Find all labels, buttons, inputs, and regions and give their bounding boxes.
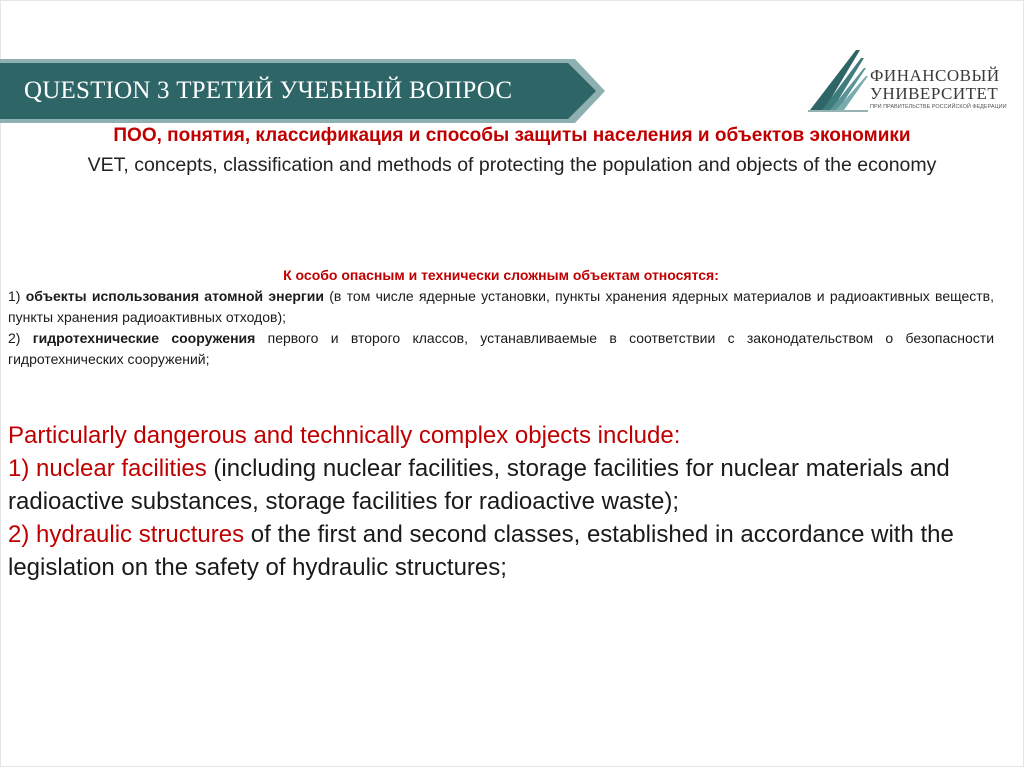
- ru-item-2-text: первого и второго классов, устанавливаемые в соответствии с законодательством о безопасности гидротехнических сооружений;: [8, 330, 995, 367]
- header-banner: [0, 49, 605, 133]
- ru-item-1-bold: объекты использования атомной энергии: [25, 288, 324, 304]
- en-heading: Particularly dangerous and technically complex objects include:: [8, 422, 681, 449]
- ru-heading: К особо опасным и технически сложным объектам относятся:: [283, 267, 719, 283]
- university-logo: [808, 48, 1008, 114]
- en-item-1-highlight: 1) nuclear facilities: [8, 455, 207, 482]
- en-item-2-text: of the first and second classes, established in accordance with the legislation on the safety of hydraulic structures;: [8, 521, 954, 581]
- en-item-2: [8, 518, 996, 584]
- logo-line-2: УНИВЕРСИТЕТ: [870, 84, 999, 103]
- logo-line-3: ПРИ ПРАВИТЕЛЬСТВЕ РОССИЙСКОЙ ФЕДЕРАЦИИ: [870, 104, 1007, 110]
- ru-item-2: [8, 328, 994, 370]
- ru-item-1-num: 1): [8, 288, 21, 304]
- subtitle-en: VET, concepts, classification and methods of protecting the population and objects of the economy: [87, 154, 937, 176]
- ru-item-2-num: 2): [8, 330, 21, 346]
- ru-item-1-text: (в том числе ядерные установки, пункты хранения ядерных материалов и радиоактивных веществ, пункты хранения радиоактивных отходов);: [8, 288, 995, 325]
- university-logo-icon: [808, 48, 872, 114]
- ru-section: [8, 265, 994, 370]
- en-section: [8, 419, 996, 584]
- ru-item-1: [8, 286, 994, 328]
- en-item-1-text: (including nuclear facilities, storage facilities for nuclear materials and radioactive substances, storage facilities for radioactive waste);: [8, 455, 950, 515]
- en-item-2-highlight: 2) hydraulic structures: [8, 521, 245, 548]
- logo-line-1: ФИНАНСОВЫЙ: [870, 66, 1000, 85]
- subtitle-ru: ПОО, понятия, классификация и способы защиты населения и объектов экономики: [113, 125, 911, 146]
- ru-item-2-bold: гидротехнические сооружения: [32, 330, 256, 346]
- page-title: QUESTION 3 ТРЕТИЙ УЧЕБНЫЙ ВОПРОС: [24, 77, 513, 104]
- en-item-1: [8, 452, 996, 518]
